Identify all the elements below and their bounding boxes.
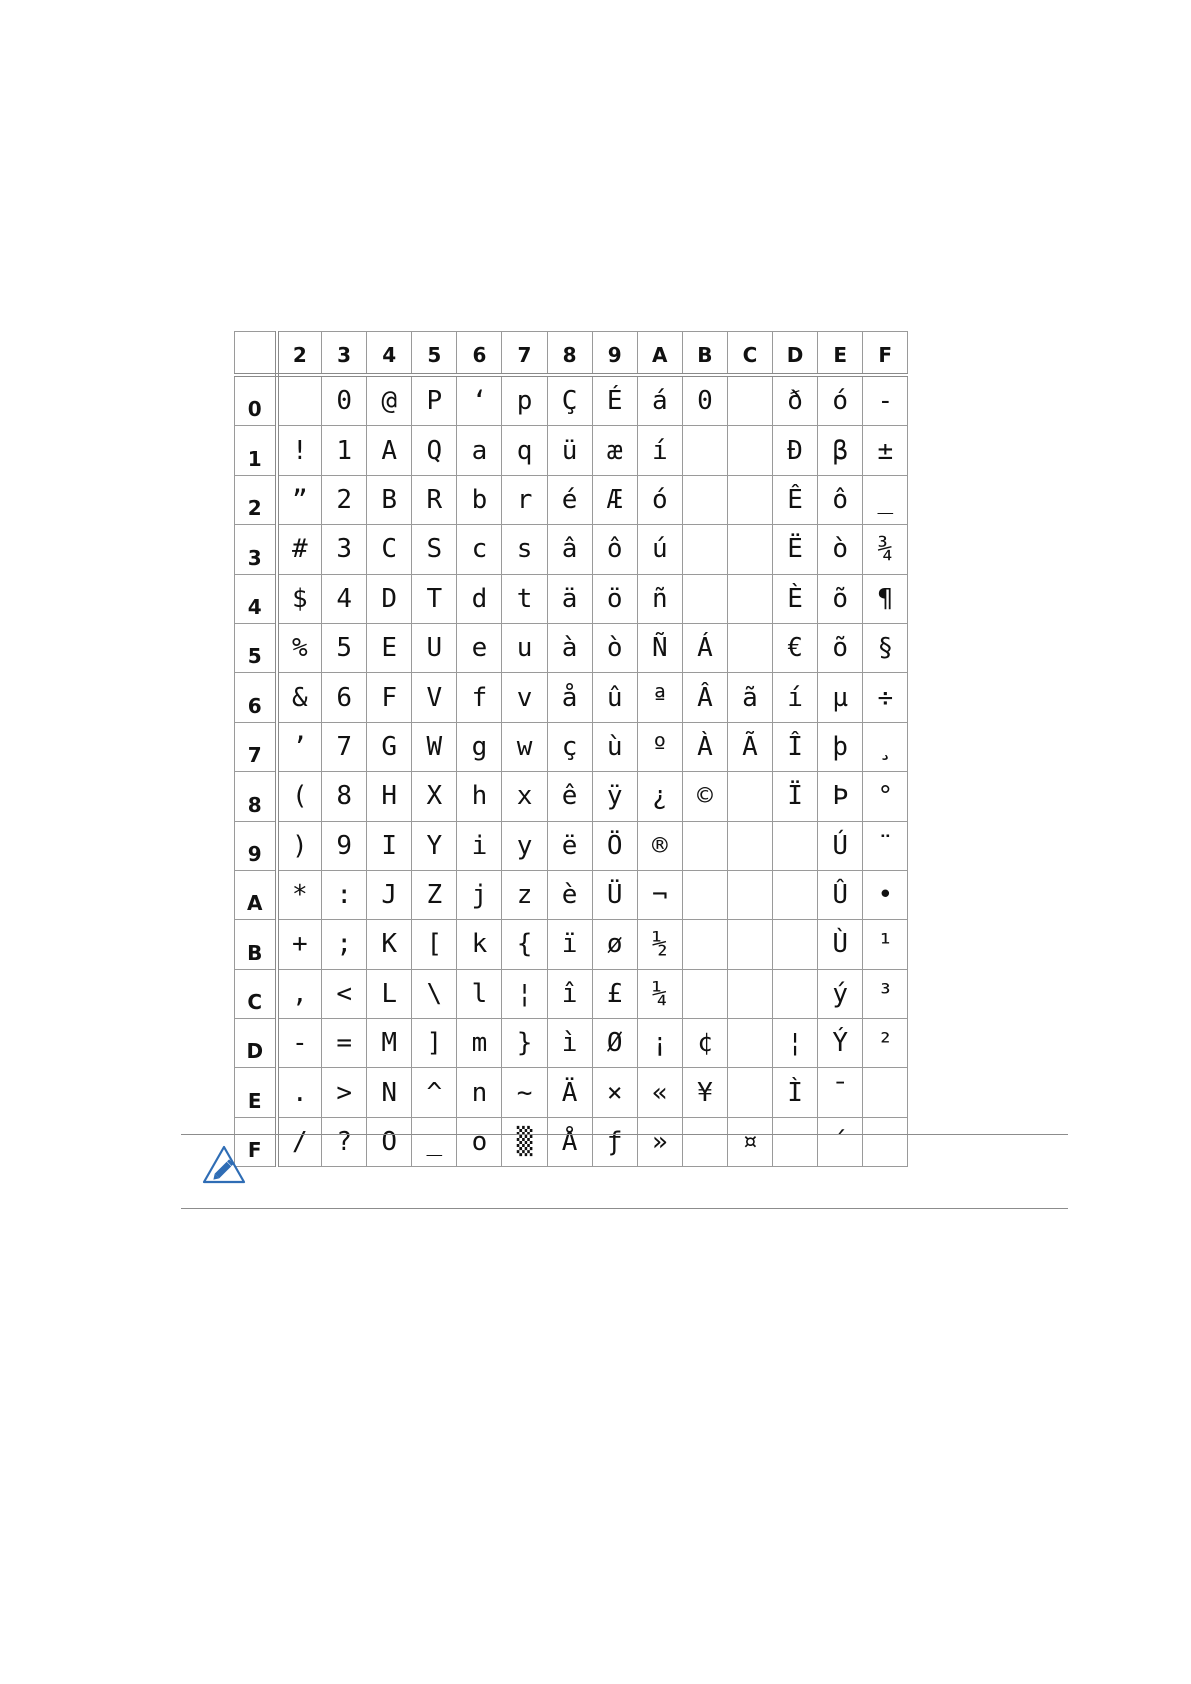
character-cell: Ù <box>818 920 863 969</box>
character-cell <box>727 375 772 426</box>
character-cell: ò <box>592 623 637 672</box>
character-cell: j <box>457 870 502 919</box>
character-cell: _ <box>863 475 908 524</box>
character-cell: G <box>367 722 412 771</box>
column-header-a: A <box>637 332 682 376</box>
character-cell <box>773 870 818 919</box>
character-cell <box>773 969 818 1018</box>
column-header-d: D <box>773 332 818 376</box>
character-cell: ¼ <box>637 969 682 1018</box>
character-cell: ô <box>592 525 637 574</box>
character-cell: } <box>502 1019 547 1068</box>
character-cell: M <box>367 1019 412 1068</box>
character-cell: 4 <box>322 574 367 623</box>
character-cell: X <box>412 772 457 821</box>
character-cell <box>682 525 727 574</box>
character-cell: e <box>457 623 502 672</box>
character-cell: ? <box>322 1117 367 1166</box>
character-cell: k <box>457 920 502 969</box>
character-cell: U <box>412 623 457 672</box>
character-cell: õ <box>818 623 863 672</box>
table-corner-cell <box>235 332 277 376</box>
character-cell: Á <box>682 623 727 672</box>
character-cell: n <box>457 1068 502 1117</box>
character-cell: 8 <box>322 772 367 821</box>
character-cell <box>277 375 322 426</box>
row-header-7: 7 <box>235 722 277 771</box>
character-cell: ! <box>277 426 322 475</box>
column-header-b: B <box>682 332 727 376</box>
row-header-0: 0 <box>235 375 277 426</box>
character-cell: C <box>367 525 412 574</box>
character-cell: p <box>502 375 547 426</box>
character-cell: & <box>277 673 322 722</box>
character-cell: û <box>592 673 637 722</box>
character-cell: A <box>367 426 412 475</box>
character-cell: ¸ <box>863 722 908 771</box>
character-cell: + <box>277 920 322 969</box>
character-cell: £ <box>592 969 637 1018</box>
character-cell: × <box>592 1068 637 1117</box>
character-cell: * <box>277 870 322 919</box>
character-cell: Þ <box>818 772 863 821</box>
character-cell <box>727 920 772 969</box>
table-row <box>235 1068 908 1117</box>
character-cell <box>682 574 727 623</box>
character-cell: = <box>322 1019 367 1068</box>
character-cell: ¦ <box>773 1019 818 1068</box>
row-header-a: A <box>235 870 277 919</box>
character-cell: ì <box>547 1019 592 1068</box>
character-cell: i <box>457 821 502 870</box>
character-cell: \ <box>412 969 457 1018</box>
character-cell: Æ <box>592 475 637 524</box>
character-cell: ¡ <box>637 1019 682 1068</box>
character-cell <box>727 426 772 475</box>
table-row <box>235 525 908 574</box>
character-cell: ▒ <box>502 1117 547 1166</box>
character-cell: ñ <box>637 574 682 623</box>
character-cell <box>682 1117 727 1166</box>
table-row <box>235 969 908 1018</box>
character-cell: ë <box>547 821 592 870</box>
table-row <box>235 574 908 623</box>
character-cell: E <box>367 623 412 672</box>
character-cell: Ä <box>547 1068 592 1117</box>
character-cell: - <box>863 375 908 426</box>
character-cell: ø <box>592 920 637 969</box>
character-cell: © <box>682 772 727 821</box>
character-cell: Z <box>412 870 457 919</box>
note-bottom-rule <box>181 1208 1068 1209</box>
character-cell <box>727 1068 772 1117</box>
character-cell: 0 <box>322 375 367 426</box>
row-header-8: 8 <box>235 772 277 821</box>
character-cell: Q <box>412 426 457 475</box>
character-cell: ¨ <box>863 821 908 870</box>
character-cell: K <box>367 920 412 969</box>
character-cell: ó <box>818 375 863 426</box>
character-cell: z <box>502 870 547 919</box>
table-row <box>235 920 908 969</box>
character-cell: æ <box>592 426 637 475</box>
note-top-rule <box>181 1134 1068 1135</box>
character-cell: å <box>547 673 592 722</box>
column-header-8: 8 <box>547 332 592 376</box>
character-cell: ± <box>863 426 908 475</box>
character-cell: ª <box>637 673 682 722</box>
table-row <box>235 426 908 475</box>
character-cell: ÷ <box>863 673 908 722</box>
character-cell: « <box>637 1068 682 1117</box>
character-cell <box>727 1019 772 1068</box>
character-cell: Ñ <box>637 623 682 672</box>
character-cell: â <box>547 525 592 574</box>
character-cell: ¶ <box>863 574 908 623</box>
row-header-9: 9 <box>235 821 277 870</box>
character-cell <box>682 426 727 475</box>
character-cell: Ø <box>592 1019 637 1068</box>
character-cell: õ <box>818 574 863 623</box>
character-cell: ’ <box>277 722 322 771</box>
row-header-b: B <box>235 920 277 969</box>
character-cell: ç <box>547 722 592 771</box>
character-cell: ¹ <box>863 920 908 969</box>
character-cell: # <box>277 525 322 574</box>
column-header-2: 2 <box>277 332 322 376</box>
character-cell: T <box>412 574 457 623</box>
character-cell: d <box>457 574 502 623</box>
character-cell: ÿ <box>592 772 637 821</box>
character-cell: Ú <box>818 821 863 870</box>
character-cell: Ã <box>727 722 772 771</box>
character-cell: β <box>818 426 863 475</box>
character-cell: @ <box>367 375 412 426</box>
character-cell: ƒ <box>592 1117 637 1166</box>
character-cell: € <box>773 623 818 672</box>
table-row <box>235 1117 908 1166</box>
character-cell: ó <box>637 475 682 524</box>
character-cell: º <box>637 722 682 771</box>
character-cell: % <box>277 623 322 672</box>
character-cell: _ <box>412 1117 457 1166</box>
character-cell: S <box>412 525 457 574</box>
character-cell: c <box>457 525 502 574</box>
character-cell: ¦ <box>502 969 547 1018</box>
character-cell: a <box>457 426 502 475</box>
table-row <box>235 821 908 870</box>
character-cell: ï <box>547 920 592 969</box>
character-cell: L <box>367 969 412 1018</box>
table-row <box>235 772 908 821</box>
character-cell: ‘ <box>457 375 502 426</box>
character-cell: H <box>367 772 412 821</box>
character-cell: ú <box>637 525 682 574</box>
character-cell: , <box>277 969 322 1018</box>
character-cell <box>727 574 772 623</box>
character-cell: Ü <box>592 870 637 919</box>
character-cell: ³ <box>863 969 908 1018</box>
pencil-note-icon <box>202 1145 246 1185</box>
character-cell: ½ <box>637 920 682 969</box>
character-cell: Y <box>412 821 457 870</box>
character-cell: Ç <box>547 375 592 426</box>
character-cell: Ö <box>592 821 637 870</box>
character-cell: ~ <box>502 1068 547 1117</box>
character-cell <box>863 1117 908 1166</box>
character-cell: 3 <box>322 525 367 574</box>
character-cell: . <box>277 1068 322 1117</box>
character-code-table-container <box>234 331 908 1167</box>
character-cell: B <box>367 475 412 524</box>
character-cell: Û <box>818 870 863 919</box>
character-cell <box>682 821 727 870</box>
character-cell: t <box>502 574 547 623</box>
character-cell: é <box>547 475 592 524</box>
row-header-c: C <box>235 969 277 1018</box>
character-cell: v <box>502 673 547 722</box>
column-header-row <box>235 332 908 376</box>
character-cell: à <box>547 623 592 672</box>
character-cell: ” <box>277 475 322 524</box>
column-header-6: 6 <box>457 332 502 376</box>
character-cell: P <box>412 375 457 426</box>
column-header-c: C <box>727 332 772 376</box>
character-cell: ° <box>863 772 908 821</box>
character-cell: è <box>547 870 592 919</box>
character-cell: $ <box>277 574 322 623</box>
character-cell: ² <box>863 1019 908 1068</box>
character-cell: F <box>367 673 412 722</box>
character-cell: ä <box>547 574 592 623</box>
character-cell <box>773 821 818 870</box>
character-cell: [ <box>412 920 457 969</box>
character-cell: Å <box>547 1117 592 1166</box>
character-cell: x <box>502 772 547 821</box>
character-cell: í <box>637 426 682 475</box>
character-cell: ) <box>277 821 322 870</box>
character-cell: b <box>457 475 502 524</box>
character-cell: J <box>367 870 412 919</box>
character-cell: á <box>637 375 682 426</box>
character-cell: q <box>502 426 547 475</box>
column-header-e: E <box>818 332 863 376</box>
character-cell <box>727 623 772 672</box>
character-cell: 6 <box>322 673 367 722</box>
table-row <box>235 623 908 672</box>
character-cell: • <box>863 870 908 919</box>
character-cell: î <box>547 969 592 1018</box>
character-cell: 7 <box>322 722 367 771</box>
character-cell <box>727 525 772 574</box>
table-row <box>235 673 908 722</box>
character-cell: » <box>637 1117 682 1166</box>
character-cell <box>727 475 772 524</box>
character-cell: r <box>502 475 547 524</box>
character-cell: Ý <box>818 1019 863 1068</box>
character-cell: O <box>367 1117 412 1166</box>
character-cell: 9 <box>322 821 367 870</box>
character-cell: - <box>277 1019 322 1068</box>
character-cell: o <box>457 1117 502 1166</box>
character-cell: ö <box>592 574 637 623</box>
character-cell: ® <box>637 821 682 870</box>
character-cell: g <box>457 722 502 771</box>
character-cell: ] <box>412 1019 457 1068</box>
character-cell: < <box>322 969 367 1018</box>
character-cell <box>682 870 727 919</box>
character-cell: ¾ <box>863 525 908 574</box>
row-header-6: 6 <box>235 673 277 722</box>
character-cell: ´ <box>818 1117 863 1166</box>
character-cell: ê <box>547 772 592 821</box>
table-row <box>235 375 908 426</box>
character-cell: I <box>367 821 412 870</box>
column-header-9: 9 <box>592 332 637 376</box>
column-header-7: 7 <box>502 332 547 376</box>
column-header-5: 5 <box>412 332 457 376</box>
character-cell: À <box>682 722 727 771</box>
pencil-note-icon-graphic <box>202 1145 246 1185</box>
character-cell <box>682 920 727 969</box>
character-cell: ¿ <box>637 772 682 821</box>
row-header-d: D <box>235 1019 277 1068</box>
character-cell: l <box>457 969 502 1018</box>
character-cell: Đ <box>773 426 818 475</box>
character-cell: s <box>502 525 547 574</box>
character-cell: ¥ <box>682 1068 727 1117</box>
character-cell: u <box>502 623 547 672</box>
character-cell: Â <box>682 673 727 722</box>
column-header-3: 3 <box>322 332 367 376</box>
row-header-1: 1 <box>235 426 277 475</box>
character-cell <box>682 475 727 524</box>
character-cell: : <box>322 870 367 919</box>
character-cell: ¬ <box>637 870 682 919</box>
column-header-4: 4 <box>367 332 412 376</box>
row-header-e: E <box>235 1068 277 1117</box>
character-cell: ù <box>592 722 637 771</box>
character-cell: ð <box>773 375 818 426</box>
character-cell: Ë <box>773 525 818 574</box>
character-cell <box>727 969 772 1018</box>
character-cell: > <box>322 1068 367 1117</box>
character-cell: W <box>412 722 457 771</box>
character-cell: 1 <box>322 426 367 475</box>
character-cell: D <box>367 574 412 623</box>
character-cell: ^ <box>412 1068 457 1117</box>
character-cell: ü <box>547 426 592 475</box>
character-cell: m <box>457 1019 502 1068</box>
character-cell <box>727 870 772 919</box>
row-header-5: 5 <box>235 623 277 672</box>
character-cell: w <box>502 722 547 771</box>
character-cell: É <box>592 375 637 426</box>
table-row <box>235 722 908 771</box>
row-header-4: 4 <box>235 574 277 623</box>
character-cell: V <box>412 673 457 722</box>
table-row <box>235 870 908 919</box>
character-cell: ý <box>818 969 863 1018</box>
character-cell <box>863 1068 908 1117</box>
row-header-2: 2 <box>235 475 277 524</box>
character-cell: § <box>863 623 908 672</box>
character-cell: ¯ <box>818 1068 863 1117</box>
character-cell: ô <box>818 475 863 524</box>
character-cell: ã <box>727 673 772 722</box>
table-body <box>235 375 908 1167</box>
row-header-f: F <box>235 1117 277 1166</box>
character-cell <box>773 1117 818 1166</box>
character-cell: 5 <box>322 623 367 672</box>
character-cell: È <box>773 574 818 623</box>
character-cell: ò <box>818 525 863 574</box>
character-cell: f <box>457 673 502 722</box>
character-cell: í <box>773 673 818 722</box>
character-cell: y <box>502 821 547 870</box>
character-cell: ; <box>322 920 367 969</box>
character-cell: N <box>367 1068 412 1117</box>
column-header-f: F <box>863 332 908 376</box>
character-cell: Î <box>773 722 818 771</box>
character-cell: µ <box>818 673 863 722</box>
character-cell: / <box>277 1117 322 1166</box>
table-row <box>235 475 908 524</box>
character-cell: 2 <box>322 475 367 524</box>
character-cell: h <box>457 772 502 821</box>
character-cell <box>727 821 772 870</box>
character-code-table <box>234 331 908 1167</box>
character-cell: 0 <box>682 375 727 426</box>
character-cell: ¤ <box>727 1117 772 1166</box>
character-cell: R <box>412 475 457 524</box>
character-cell <box>682 969 727 1018</box>
character-cell <box>773 920 818 969</box>
table-row <box>235 1019 908 1068</box>
character-cell: Ê <box>773 475 818 524</box>
character-cell <box>727 772 772 821</box>
row-header-3: 3 <box>235 525 277 574</box>
character-cell: ¢ <box>682 1019 727 1068</box>
character-cell: ( <box>277 772 322 821</box>
character-cell: Ï <box>773 772 818 821</box>
character-cell: { <box>502 920 547 969</box>
character-cell: Ì <box>773 1068 818 1117</box>
character-cell: þ <box>818 722 863 771</box>
